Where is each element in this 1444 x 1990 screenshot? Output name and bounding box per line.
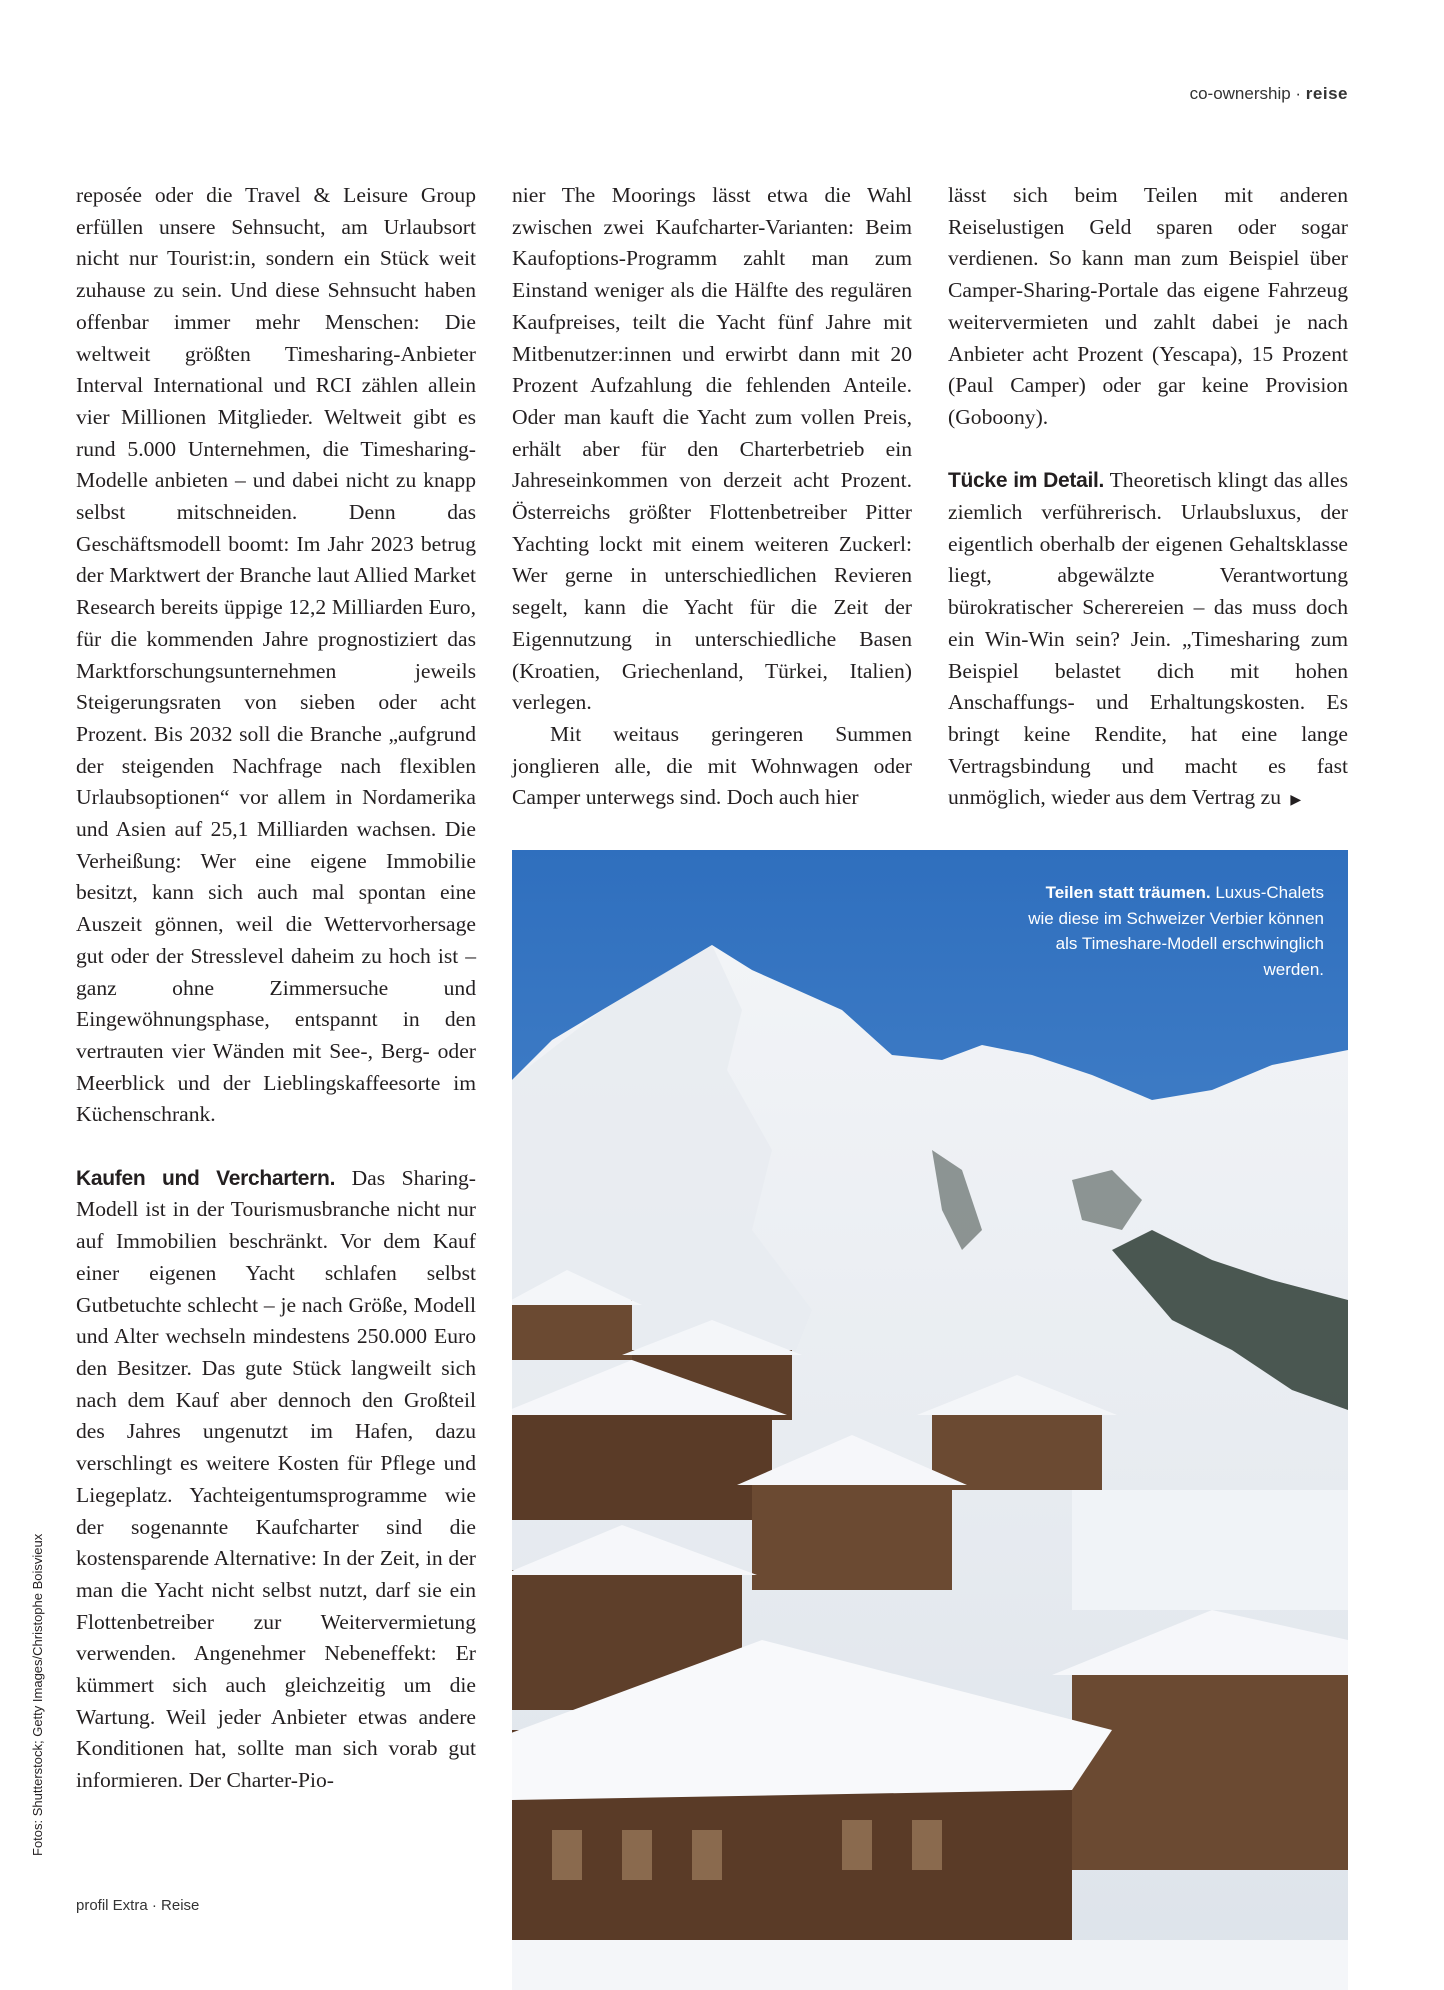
text-column-1 <box>76 180 476 1797</box>
text-column-2 <box>512 180 912 814</box>
paragraph <box>948 465 1348 817</box>
chalet-photo <box>512 850 1348 1990</box>
caption-text: Luxus-Chalets wie diese im Schweizer Verbier können als Timeshare-Modell erschwinglich werden. <box>1028 883 1324 979</box>
running-head <box>1190 84 1348 104</box>
paragraph: Mit weitaus geringeren Summen jonglieren alle, die mit Wohnwagen oder Camper unterwegs sind. Doch auch hier <box>512 721 912 810</box>
running-head-separator: · <box>1290 84 1306 103</box>
paragraph-text: Theoretisch klingt das alles ziemlich verführerisch. Urlaubsluxus, der eigentlich oberhalb der eigenen Gehaltsklasse liegt, abgewälzte Verantwortung bürokratischer Scherereien – das muss doch ein Win-Win sein? Jein. „Timesharing zum Beispiel belastet dich mit hohen Anschaffungs- und Erhaltungskosten. Es bringt keine Rendite, hat eine lange Vertragsbindung und macht es fast unmöglich, wieder aus dem Vertrag zu <box>948 468 1348 810</box>
photo-caption <box>1024 880 1324 982</box>
page-footer: profil Extra · Reise <box>76 1897 200 1914</box>
subheading: Tücke im Detail. <box>948 469 1105 493</box>
continue-arrow-icon: ▶ <box>1290 793 1302 809</box>
paragraph: nier The Moorings lässt etwa die Wahl zwischen zwei Kaufcharter-Varianten: Beim Kaufoptions-Programm zahlt man zum Einstand weniger als die Hälfte des regulären Kaufpreises, teilt die Yacht fünf Jahre mit Mitbenutzer:innen und erwirbt dann mit 20 Prozent Aufzahlung die fehlenden Anteile. Oder man kauft die Yacht zum vollen Preis, erhält aber für den Charterbetrieb ein Jahreseinkommen von derzeit acht Prozent. Österreichs größter Flottenbetreiber Pitter Yachting lockt mit einem weiteren Zuckerl: Wer gerne in unterschiedlichen Revieren segelt, kann die Yacht für die Zeit der Eigennutzung in unterschiedliche Basen (Kroatien, Griechenland, Türkei, Italien) verlegen. <box>512 183 912 715</box>
paragraph: reposée oder die Travel & Leisure Group erfüllen unsere Sehnsucht, am Urlaubsort nicht nur Tourist:in, sondern ein Stück weit zuhause zu sein. Und diese Sehnsucht haben offenbar immer mehr Menschen: Die weltweit größten Timesharing-Anbieter Interval International und RCI zählen allein vier Millionen Mitglieder. Weltweit gibt es rund 5.000 Unternehmen, die Timesharing-Modelle anbieten – und dabei nicht zu knapp selbst mitschneiden. Denn das Geschäftsmodell boomt: Im Jahr 2023 betrug der Marktwert der Branche laut Allied Market Research bereits üppige 12,2 Milliarden Euro, für die kommenden Jahre prognostiziert das Marktforschungsunternehmen jeweils Steigerungsraten von sieben oder acht Prozent. Bis 2032 soll die Branche „aufgrund der steigenden Nachfrage nach flexiblen Urlaubsoptionen“ vor allem in Nordamerika und Asien auf 25,1 Milliarden wachsen. Die Verheißung: Wer eine eigene Immobilie besitzt, kann sich auch mal spontan eine Auszeit gönnen, weil die Wettervorhersage gut oder der Stresslevel daheim zu hoch ist – ganz ohne Zimmersuche und Eingewöhnungsphase, entspannt in den vertrauten vier Wänden mit See-, Berg- oder Meerblick und der Lieblingskaffeesorte im Küchenschrank. <box>76 183 476 1127</box>
paragraph <box>76 1163 476 1797</box>
running-head-title: reise <box>1305 84 1348 103</box>
text-column-3 <box>948 180 1348 817</box>
caption-lead: Teilen statt träumen. <box>1045 883 1211 902</box>
subheading: Kaufen und Verchartern. <box>76 1166 336 1190</box>
paragraph-text: Das Sharing-Modell ist in der Tourismusbranche nicht nur auf Immobilien beschränkt. Vor dem Kauf einer eigenen Yacht schlafen selbst Gutbetuchte schlecht – je nach Größe, Modell und Alter wechseln mindestens 250.000 Euro den Besitzer. Das gute Stück langweilt sich nach dem Kauf aber dennoch den Großteil des Jahres ungenutzt im Hafen, dazu verschlingt es weitere Kosten für Pflege und Liegeplatz. Yachteigentumsprogramme wie der sogenannte Kaufcharter sind die kostensparende Alternative: In der Zeit, in der man die Yacht nicht selbst nutzt, darf sie ein Flottenbetreiber zur Weitervermietung verwenden. Angenehmer Nebeneffekt: Er kümmert sich auch gleichzeitig um die Wartung. Weil jeder Anbieter etwas andere Konditionen hat, sollte man sich vorab gut informieren. Der Charter-Pio- <box>76 1165 476 1793</box>
running-head-section: co-ownership <box>1189 84 1291 103</box>
paragraph: lässt sich beim Teilen mit anderen Reiselustigen Geld sparen oder sogar verdienen. So kann man zum Beispiel über Camper-Sharing-Portale das eigene Fahrzeug weitervermieten und zahlt dabei je nach Anbieter acht Prozent (Yescapa), 15 Prozent (Paul Camper) oder gar keine Provision (Goboony). <box>948 183 1348 429</box>
photo-credit: Fotos: Shutterstock; Getty Images/Christophe Boisvieux <box>30 1533 45 1856</box>
chalet-photo-illustration <box>512 850 1348 1990</box>
